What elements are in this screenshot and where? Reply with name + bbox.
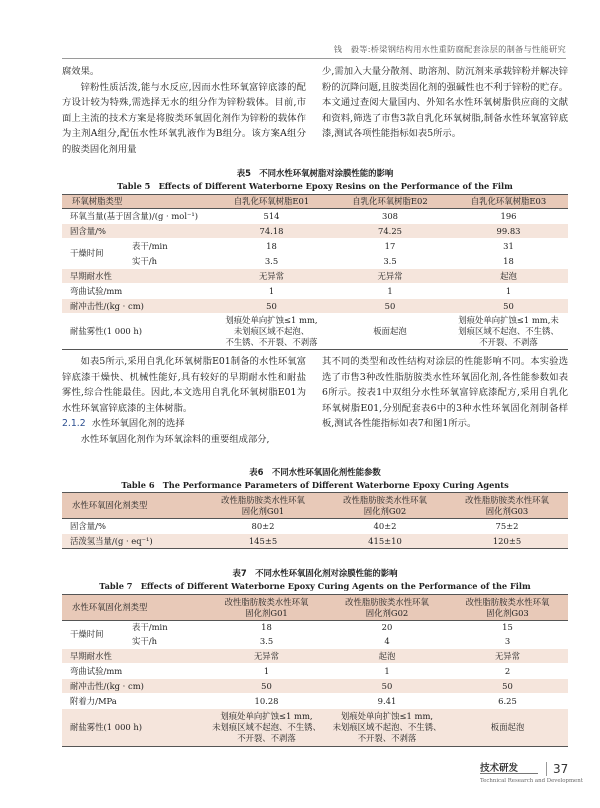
- table-row: [62, 679, 568, 694]
- row-label: 活泼氢当量/(g · eq⁻¹): [62, 534, 202, 549]
- table-header-cell: 改性脂肪胺类水性环氧 固化剂G01: [202, 493, 324, 519]
- table-cell: 10.28: [206, 694, 327, 709]
- table-cell: 3.5: [212, 254, 331, 269]
- table-cell: 18: [449, 254, 568, 269]
- section-title: 水性环氧固化剂的选择: [91, 418, 185, 430]
- intro-left-column: [62, 64, 306, 158]
- journal-section-en: Technical Research and Development: [480, 778, 583, 784]
- table-row: [62, 254, 568, 269]
- table-cell: 3.5: [331, 254, 449, 269]
- table-row: [62, 239, 568, 254]
- row-label: 干燥时间: [62, 621, 126, 649]
- table-cell: 415±10: [324, 534, 446, 549]
- table-header-cell: 改性脂肪胺类水性环氧 固化剂G02: [327, 595, 447, 621]
- table-header-cell: 改性脂肪胺类水性环氧 固化剂G03: [446, 493, 568, 519]
- table5-caption-en: Table 5 Effects of Different Waterborne Epoxy Resins on the Performance of the Film: [117, 181, 513, 191]
- row-label: 弯曲试验/mm: [62, 664, 206, 679]
- row-label: 附着力/MPa: [62, 694, 206, 709]
- table-header-cell: 自乳化环氧树脂E03: [449, 195, 568, 209]
- row-label: 环氧当量(基于固含量)/(g · mol⁻¹): [62, 209, 212, 224]
- table-cell: 50: [449, 299, 568, 314]
- table-row: [62, 621, 568, 635]
- table-cell: 74.25: [331, 224, 449, 239]
- table-cell: 196: [449, 209, 568, 224]
- mid-left-column: [62, 354, 306, 448]
- table-6: [62, 492, 568, 549]
- table-cell: 75±2: [446, 519, 568, 534]
- table-header-row: [62, 595, 568, 621]
- table-header-cell: 环氧树脂类型: [62, 195, 212, 209]
- table-cell: 无异常: [331, 269, 449, 284]
- row-sublabel: 表干/min: [126, 621, 206, 635]
- table-row: [62, 534, 568, 549]
- table6-caption-en: Table 6 The Performance Parameters of Different Waterborne Epoxy Curing Agents: [121, 480, 509, 490]
- table-cell: [212, 314, 331, 350]
- cell-line: 不开裂、不剥落: [237, 733, 296, 743]
- cell-line: 不开裂、不剥落: [357, 733, 417, 743]
- cell-line: 未划痕区域不起泡、: [233, 326, 310, 336]
- cell-line: 未划痕区域不起泡、不生锈、: [332, 722, 442, 732]
- table-cell: 1: [331, 284, 449, 299]
- table-header-cell: 改性脂肪胺类水性环氧 固化剂G01: [206, 595, 327, 621]
- paragraph: 水性环氧固化剂作为环氧涂料的重要组成部分,: [80, 433, 270, 445]
- row-label: 干燥时间: [62, 239, 126, 269]
- table-cell: 1: [327, 664, 447, 679]
- table5-caption-zh: 表5 不同水性环氧树脂对涂膜性能的影响: [236, 168, 394, 178]
- table-cell: 20: [327, 621, 447, 635]
- table-header-cell: 自乳化环氧树脂E01: [212, 195, 331, 209]
- row-label: 耐盐雾性(1 000 h): [62, 314, 212, 350]
- table-cell: 514: [212, 209, 331, 224]
- cell-line: 划痕处单向扩蚀≤1 mm,: [225, 315, 318, 325]
- table-cell: 120±5: [446, 534, 568, 549]
- table-cell: 50: [212, 299, 331, 314]
- row-label: 耐冲击性/(kg · cm): [62, 299, 212, 314]
- table-cell: 18: [206, 621, 327, 635]
- row-label: 耐冲击性/(kg · cm): [62, 679, 206, 694]
- header-rule: [62, 58, 566, 59]
- page-number: 37: [546, 762, 568, 776]
- table-cell: 308: [331, 209, 449, 224]
- table-row: [62, 635, 568, 649]
- table-row: [62, 224, 568, 239]
- table-row: [62, 209, 568, 224]
- table-cell: [327, 709, 447, 747]
- table-cell: 74.18: [212, 224, 331, 239]
- row-sublabel: 实干/h: [126, 254, 212, 269]
- row-label: 弯曲试验/mm: [62, 284, 212, 299]
- table-header-cell: 改性脂肪胺类水性环氧 固化剂G02: [324, 493, 446, 519]
- mid-right-column: [322, 354, 568, 432]
- table-cell: 无异常: [212, 269, 331, 284]
- table-cell: 4: [327, 635, 447, 649]
- table-cell: 17: [331, 239, 449, 254]
- table-cell: 板面起泡: [331, 314, 449, 350]
- cell-line: 不开裂、不剥落: [479, 337, 538, 347]
- table-row: [62, 299, 568, 314]
- paragraph: 如表5所示,采用自乳化环氧树脂E01制备的水性环氧富锌底漆干燥快、机械性能好,具有较好的早期耐水性和耐盐雾性,综合性能最佳。因此,本文选用自乳化环氧树脂E01为水性环氧富锌底漆的主体树脂。: [62, 356, 306, 414]
- footer-rule: [480, 773, 538, 774]
- table-cell: 50: [447, 679, 568, 694]
- paragraph: 少,需加入大量分散剂、助溶剂、防沉剂来承载锌粉并解决锌粉的沉降问题,且胺类固化剂的强碱性也不利于锌粉的贮存。本文通过查阅大量国内、外知名水性环氧树脂供应商的文献和资料,筛选了市售3款自乳化环氧树脂,制备水性环氧富锌底漆,测试各项性能指标如表5所示。: [322, 66, 568, 140]
- table-header-row: [62, 493, 568, 519]
- table-header-cell: 改性脂肪胺类水性环氧 固化剂G03: [447, 595, 568, 621]
- row-sublabel: 表干/min: [126, 239, 212, 254]
- table-header-cell: 水性环氧固化剂类型: [62, 595, 206, 621]
- table-header-cell: 水性环氧固化剂类型: [62, 493, 202, 519]
- table-cell: 起泡: [449, 269, 568, 284]
- table6-caption-zh: 表6 不同水性环氧固化剂性能参数: [249, 467, 381, 477]
- row-label: 耐盐雾性(1 000 h): [62, 709, 206, 747]
- table-cell: 9.41: [327, 694, 447, 709]
- intro-right-column: [322, 64, 568, 142]
- row-label: 固含量/%: [62, 519, 202, 534]
- table-cell: 31: [449, 239, 568, 254]
- row-sublabel: 实干/h: [126, 635, 206, 649]
- section-heading: [62, 416, 306, 432]
- table-cell: 起泡: [327, 649, 447, 664]
- table-cell: 18: [212, 239, 331, 254]
- table-row: [62, 519, 568, 534]
- table-cell: 1: [212, 284, 331, 299]
- table-cell: 无异常: [447, 649, 568, 664]
- table-cell: 40±2: [324, 519, 446, 534]
- cell-line: 划痕处单向扩蚀≤1 mm,未: [458, 315, 559, 325]
- table-cell: 3.5: [206, 635, 327, 649]
- table-header-row: [62, 195, 568, 209]
- table-5: [62, 194, 568, 350]
- table-cell: 50: [206, 679, 327, 694]
- paragraph: 腐效果。: [62, 66, 100, 77]
- table-header-cell: 自乳化环氧树脂E02: [331, 195, 449, 209]
- cell-line: 不生锈、不开裂、不剥落: [225, 337, 318, 347]
- table-cell: [206, 709, 327, 747]
- table7-caption-en: Table 7 Effects of Different Waterborne Epoxy Curing Agents on the Performance of the Film: [99, 581, 531, 591]
- table-cell: 80±2: [202, 519, 324, 534]
- table-cell: 无异常: [206, 649, 327, 664]
- running-header: 钱 毅等:桥梁钢结构用水性重防腐配套涂层的制备与性能研究: [333, 44, 566, 54]
- journal-section-zh: 技术研发: [480, 763, 519, 774]
- table-cell: 145±5: [202, 534, 324, 549]
- section-number: 2.1.2: [62, 418, 86, 430]
- table-7: [62, 594, 568, 747]
- paragraph: 锌粉性质活泼,能与水反应,因而水性环氧富锌底漆的配方设计较为特殊,需选择无水的组分作为锌粉载体。目前,市面上主流的技术方案是将胺类环氧固化剂作为锌粉的载体作为主剂A组分,配伍水性环氧乳液作为B组分。该方案A组分的胺类固化剂用量: [62, 81, 306, 155]
- table-cell: 50: [327, 679, 447, 694]
- row-label: 固含量/%: [62, 224, 212, 239]
- cell-line: 未划痕区域不起泡、不生锈、: [212, 722, 321, 732]
- cell-line: 划痕区域不起泡、不生锈、: [458, 326, 559, 336]
- table-cell: 2: [447, 664, 568, 679]
- row-label: 早期耐水性: [62, 649, 206, 664]
- table-row: [62, 664, 568, 679]
- table-cell: 1: [449, 284, 568, 299]
- table-row: [62, 649, 568, 664]
- table-cell: 板面起泡: [447, 709, 568, 747]
- table-row: [62, 284, 568, 299]
- table-cell: [449, 314, 568, 350]
- cell-line: 划痕处单向扩蚀≤1 mm,: [220, 711, 313, 721]
- table-cell: 3: [447, 635, 568, 649]
- table-cell: 50: [331, 299, 449, 314]
- table-cell: 99.83: [449, 224, 568, 239]
- table7-caption-zh: 表7 不同水性环氧固化剂对涂膜性能的影响: [232, 568, 398, 578]
- table-row: [62, 694, 568, 709]
- table-cell: 15: [447, 621, 568, 635]
- row-label: 早期耐水性: [62, 269, 212, 284]
- table-row: [62, 269, 568, 284]
- table-cell: 6.25: [447, 694, 568, 709]
- table-cell: 1: [206, 664, 327, 679]
- table-row: [62, 314, 568, 350]
- cell-line: 划痕处单向扩蚀≤1 mm,: [340, 711, 434, 721]
- paragraph: 其不同的类型和改性结构对涂层的性能影响不同。本实验选选了市售3种改性脂肪胺类水性环氧固化剂,各性能参数如表6所示。按表1中双组分水性环氧富锌底漆配方,采用自乳化环氧树脂E01,分别配套表6中的3种水性环氧固化剂制备样板,测试各性能指标如表7和图1所示。: [322, 356, 568, 430]
- table-row: [62, 709, 568, 747]
